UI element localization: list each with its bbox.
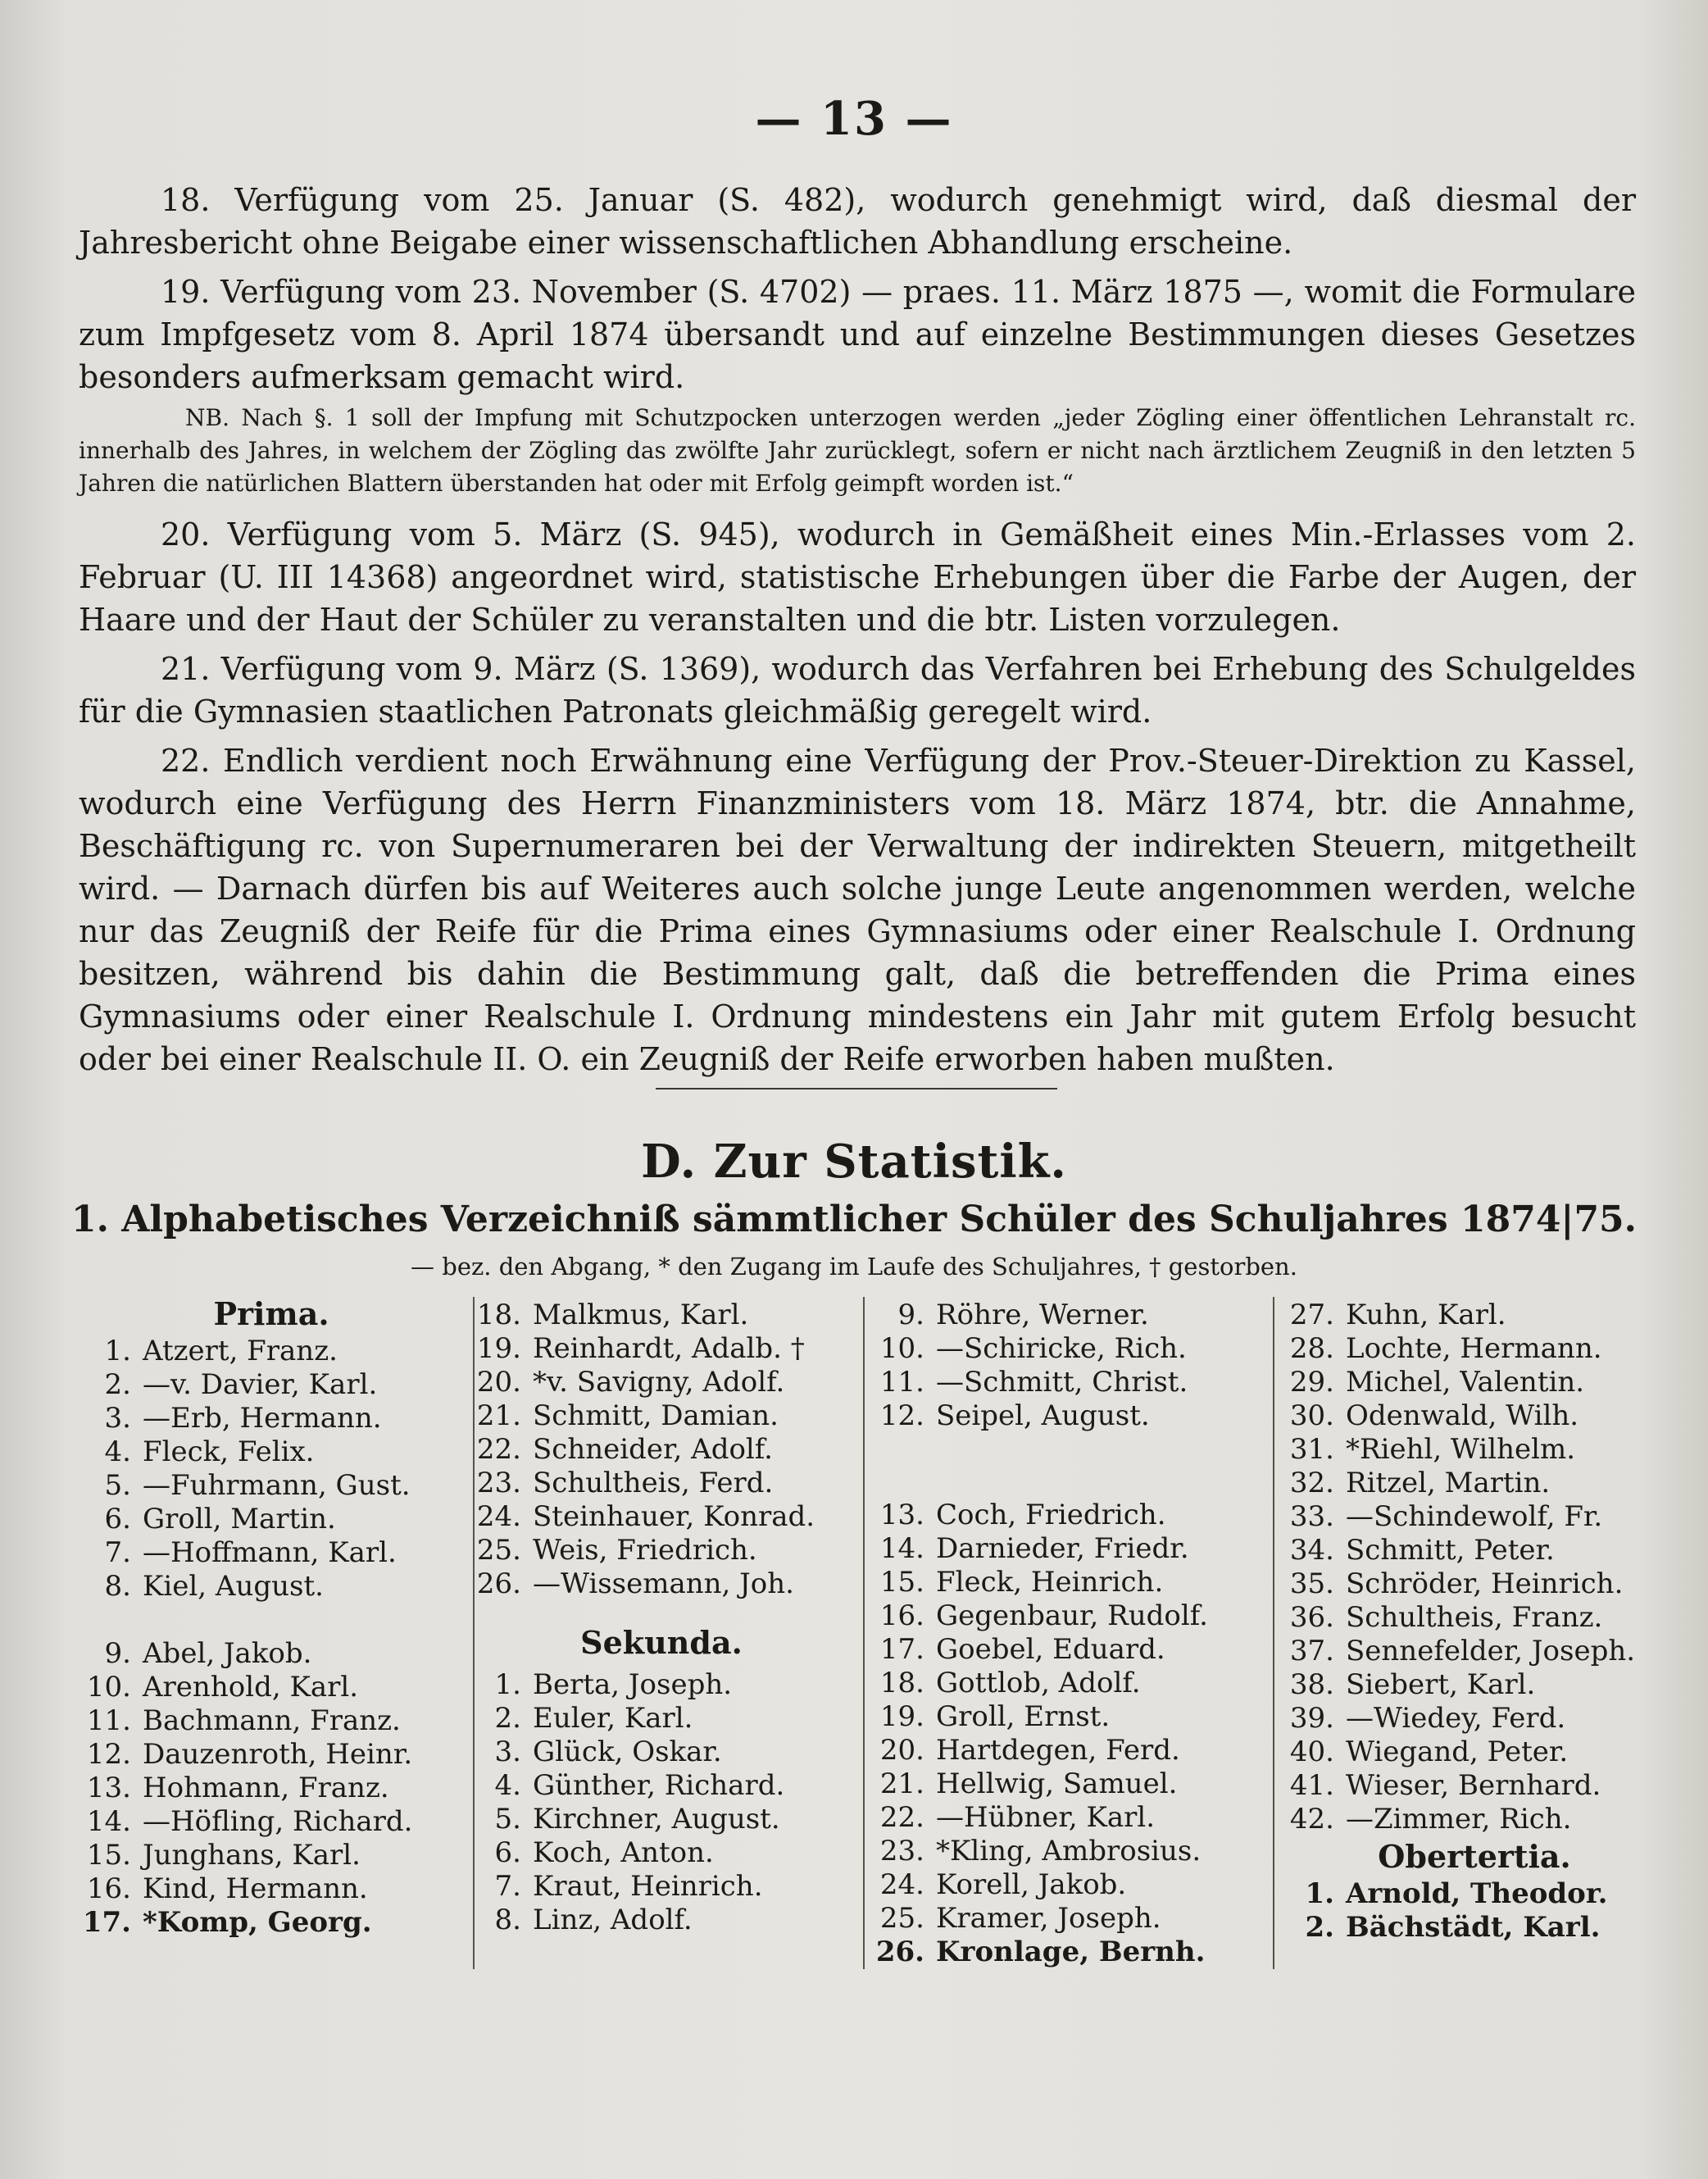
student-row: 2. Euler, Karl. xyxy=(494,1702,693,1735)
student-name: Kraut, Heinrich. xyxy=(533,1870,763,1903)
student-name: Coch, Friedrich. xyxy=(936,1499,1166,1531)
student-row: 15. Junghans, Karl. xyxy=(86,1839,361,1872)
student-row: 27. Kuhn, Karl. xyxy=(1289,1299,1506,1331)
student-row: 13. Coch, Friedrich. xyxy=(879,1499,1166,1531)
student-row: 10. Arenhold, Karl. xyxy=(86,1671,359,1704)
student-name: Korell, Jakob. xyxy=(936,1868,1127,1901)
student-row: 3. —Erb, Hermann. xyxy=(104,1402,382,1435)
section-divider xyxy=(656,1088,1057,1090)
student-row: 23. *Kling, Ambrosius. xyxy=(879,1835,1202,1867)
student-row: 29. Michel, Valentin. xyxy=(1289,1366,1585,1399)
student-row: 42. —Zimmer, Rich. xyxy=(1289,1803,1572,1836)
entry-number: 22. xyxy=(161,743,211,779)
student-name: Günther, Richard. xyxy=(533,1769,785,1802)
student-name: Goebel, Eduard. xyxy=(936,1633,1165,1666)
student-row: 8. Kiel, August. xyxy=(104,1570,324,1603)
student-name: Kramer, Joseph. xyxy=(936,1902,1161,1935)
student-row: 17. Goebel, Eduard. xyxy=(879,1633,1165,1666)
student-name: —Wissemann, Joh. xyxy=(533,1567,794,1600)
student-row: 13. Hohmann, Franz. xyxy=(86,1772,389,1804)
student-name: Schmitt, Peter. xyxy=(1346,1534,1555,1567)
student-name: Arenhold, Karl. xyxy=(143,1671,359,1704)
entry-19 xyxy=(79,271,1636,398)
student-row: 26. —Wissemann, Joh. xyxy=(476,1567,794,1600)
entry-number: 19. xyxy=(161,274,211,310)
student-column-3 xyxy=(872,1299,1265,1969)
student-name: *Kling, Ambrosius. xyxy=(936,1835,1202,1867)
student-name: Odenwald, Wilh. xyxy=(1346,1399,1579,1432)
student-row: 5. —Fuhrmann, Gust. xyxy=(104,1469,411,1502)
student-name: Dauzenroth, Heinr. xyxy=(143,1738,413,1771)
student-name: Bächstädt, Karl. xyxy=(1346,1911,1601,1944)
student-row: 3. Glück, Oskar. xyxy=(494,1735,722,1768)
entry-text: Verfügung vom 9. März (S. 1369), wodurch das Verfahren bei Erhebung des Schulgeldes für die Gymnasien staatlichen Patronats gleichmäßig geregelt wird. xyxy=(79,651,1636,730)
student-row: 28. Lochte, Hermann. xyxy=(1289,1332,1602,1365)
student-name: Glück, Oskar. xyxy=(533,1735,722,1768)
section-title: D. Zur Statistik. xyxy=(641,1135,1067,1189)
student-row: 14. Darnieder, Friedr. xyxy=(879,1532,1189,1565)
student-name: Linz, Adolf. xyxy=(533,1904,693,1936)
student-name: *v. Savigny, Adolf. xyxy=(533,1366,785,1399)
group-gap xyxy=(79,1604,464,1637)
student-name: Koch, Anton. xyxy=(533,1836,714,1869)
column-divider xyxy=(1273,1297,1274,1969)
student-name: Wieser, Bernhard. xyxy=(1346,1769,1601,1802)
student-row: 12. Dauzenroth, Heinr. xyxy=(86,1738,413,1771)
student-name: Junghans, Karl. xyxy=(143,1839,361,1872)
entry-number: 18. xyxy=(161,182,211,218)
class-heading-obertertia: Obertertia. xyxy=(1378,1838,1571,1875)
group-gap xyxy=(469,1601,854,1617)
student-row: 16. Gegenbaur, Rudolf. xyxy=(879,1599,1208,1632)
student-name: Abel, Jakob. xyxy=(143,1637,312,1670)
student-name: Hellwig, Samuel. xyxy=(936,1767,1178,1800)
student-name: Kirchner, August. xyxy=(533,1803,780,1836)
student-name: —Höfling, Richard. xyxy=(143,1805,413,1838)
student-name: Kiel, August. xyxy=(143,1570,324,1603)
entry-number: 21. xyxy=(161,651,211,687)
student-row: 25. Kramer, Joseph. xyxy=(879,1902,1161,1935)
student-name: —Schindewolf, Fr. xyxy=(1346,1500,1603,1533)
student-row: 31. *Riehl, Wilhelm. xyxy=(1289,1433,1576,1466)
student-name: Seipel, August. xyxy=(936,1399,1150,1432)
student-name: Gegenbaur, Rudolf. xyxy=(936,1599,1208,1632)
student-row: 21. Schmitt, Damian. xyxy=(476,1399,779,1432)
student-row: 32. Ritzel, Martin. xyxy=(1289,1467,1551,1499)
student-row: 9. Röhre, Werner. xyxy=(897,1299,1149,1331)
student-name: Schröder, Heinrich. xyxy=(1346,1567,1624,1600)
student-name: Schmitt, Damian. xyxy=(533,1399,779,1432)
student-column-1 xyxy=(79,1294,464,1940)
student-row: 11. Bachmann, Franz. xyxy=(86,1704,401,1737)
student-row: 33. —Schindewolf, Fr. xyxy=(1289,1500,1603,1533)
student-row: 18. Malkmus, Karl. xyxy=(476,1299,749,1331)
student-row: 11. —Schmitt, Christ. xyxy=(879,1366,1188,1399)
student-row: 39. —Wiedey, Ferd. xyxy=(1289,1702,1566,1735)
student-row: 35. Schröder, Heinrich. xyxy=(1289,1567,1624,1600)
student-row: 19. Reinhardt, Adalb. † xyxy=(476,1332,805,1365)
student-name: Fleck, Felix. xyxy=(143,1435,315,1468)
class-heading-prima: Prima. xyxy=(213,1295,329,1332)
entry-text: Endlich verdient noch Erwähnung eine Verfügung der Prov.-Steuer-Direktion zu Kassel, wodurch eine Verfügung des Herrn Finanzministers vom 18. März 1874, btr. die Annahme, Beschäftigung rc. von Supernumeraren bei der Verwaltung der indirekten Steuern, mitgetheilt wird. — Darnach dürfen bis auf Weiteres auch solche junge Leute angenommen werden, welche nur das Zeugniß der Reife für die Prima eines Gymnasiums oder einer Realschule I. Ordnung besitzen, während bis dahin die Bestimmung galt, daß die betreffenden die Prima eines Gymnasiums oder einer Realschule I. Ordnung mindestens ein Jahr mit gutem Erfolg besucht oder bei einer Realschule II. O. ein Zeugniß der Reife erworben haben mußten. xyxy=(79,743,1636,1077)
student-name: *Riehl, Wilhelm. xyxy=(1346,1433,1576,1466)
student-row: 40. Wiegand, Peter. xyxy=(1289,1735,1569,1768)
student-row: 5. Kirchner, August. xyxy=(494,1803,780,1836)
student-row: 37. Sennefelder, Joseph. xyxy=(1289,1635,1636,1667)
student-name: —Erb, Hermann. xyxy=(143,1402,382,1435)
student-row: 38. Siebert, Karl. xyxy=(1289,1668,1536,1701)
entry-text: Verfügung vom 23. November (S. 4702) — praes. 11. März 1875 —, womit die Formulare zum Impfgesetz vom 8. April 1874 übersandt und auf einzelne Bestimmungen dieses Gesetzes besonders aufmerksam gemacht wird. xyxy=(79,274,1636,395)
student-name: —Zimmer, Rich. xyxy=(1346,1803,1572,1836)
student-name: Arnold, Theodor. xyxy=(1346,1877,1608,1910)
student-row: 19. Groll, Ernst. xyxy=(879,1700,1111,1733)
student-row: 25. Weis, Friedrich. xyxy=(476,1534,757,1567)
entry-text: Verfügung vom 5. März (S. 945), wodurch in Gemäßheit eines Min.-Erlasses vom 2. Februar (U. III 14368) angeordnet wird, statistische Erhebungen über die Farbe der Augen, der Haare und der Haut der Schüler zu veranstalten und die btr. Listen vorzulegen. xyxy=(79,516,1636,638)
student-name: Ritzel, Martin. xyxy=(1346,1467,1551,1499)
student-name: Michel, Valentin. xyxy=(1346,1366,1585,1399)
student-name: —Hübner, Karl. xyxy=(936,1801,1156,1834)
student-name: Groll, Ernst. xyxy=(936,1700,1111,1733)
student-name: Schultheis, Ferd. xyxy=(533,1467,774,1499)
entry-20 xyxy=(79,513,1636,641)
student-name: Röhre, Werner. xyxy=(936,1299,1149,1331)
student-column-2 xyxy=(469,1299,854,1937)
student-row: 20. Hartdegen, Ferd. xyxy=(879,1734,1180,1767)
student-row: 1. Arnold, Theodor. xyxy=(1305,1877,1608,1910)
student-row: 8. Linz, Adolf. xyxy=(494,1904,693,1936)
student-name: Malkmus, Karl. xyxy=(533,1299,749,1331)
group-gap xyxy=(872,1433,1265,1499)
student-row: 2. Bächstädt, Karl. xyxy=(1305,1911,1601,1944)
student-name: Kuhn, Karl. xyxy=(1346,1299,1506,1331)
entry-number: NB. xyxy=(185,404,229,431)
student-row: 18. Gottlob, Adolf. xyxy=(879,1667,1141,1699)
student-name: Steinhauer, Konrad. xyxy=(533,1500,815,1533)
student-row: 22. —Hübner, Karl. xyxy=(879,1801,1156,1834)
student-name: Kronlage, Bernh. xyxy=(936,1936,1206,1968)
student-row: 9. Abel, Jakob. xyxy=(104,1637,312,1670)
student-row: 1. Berta, Joseph. xyxy=(494,1668,733,1701)
student-name: Siebert, Karl. xyxy=(1346,1668,1536,1701)
student-name: Wiegand, Peter. xyxy=(1346,1735,1569,1768)
student-name: —Wiedey, Ferd. xyxy=(1346,1702,1566,1735)
student-row: 20. *v. Savigny, Adolf. xyxy=(476,1366,785,1399)
student-name: Gottlob, Adolf. xyxy=(936,1667,1141,1699)
entry-21 xyxy=(79,648,1636,733)
student-row: 6. Koch, Anton. xyxy=(494,1836,714,1869)
student-row: 1. Atzert, Franz. xyxy=(104,1335,338,1367)
student-row: 7. Kraut, Heinrich. xyxy=(494,1870,763,1903)
student-row: 17. *Komp, Georg. xyxy=(82,1906,372,1939)
student-row: 14. —Höfling, Richard. xyxy=(86,1805,413,1838)
student-name: Hohmann, Franz. xyxy=(143,1772,389,1804)
nota-bene-note xyxy=(79,402,1636,500)
student-column-4 xyxy=(1282,1299,1667,1945)
entry-number: 20. xyxy=(161,516,211,553)
student-row: 24. Korell, Jakob. xyxy=(879,1868,1127,1901)
class-heading-sekunda: Sekunda. xyxy=(580,1624,743,1661)
student-name: —Fuhrmann, Gust. xyxy=(143,1469,411,1502)
student-name: Bachmann, Franz. xyxy=(143,1704,401,1737)
student-row: 6. Groll, Martin. xyxy=(104,1503,336,1535)
student-name: Euler, Karl. xyxy=(533,1702,693,1735)
student-name: Schneider, Adolf. xyxy=(533,1433,773,1466)
student-name: Atzert, Franz. xyxy=(143,1335,338,1367)
student-row: 10. —Schiricke, Rich. xyxy=(879,1332,1187,1365)
student-row: 12. Seipel, August. xyxy=(879,1399,1150,1432)
student-name: Kind, Hermann. xyxy=(143,1872,368,1905)
column-divider xyxy=(863,1297,865,1969)
student-name: Fleck, Heinrich. xyxy=(936,1566,1164,1599)
student-name: Reinhardt, Adalb. † xyxy=(533,1332,805,1365)
student-name: Hartdegen, Ferd. xyxy=(936,1734,1180,1767)
student-name: —Hoffmann, Karl. xyxy=(143,1536,397,1569)
student-row: 34. Schmitt, Peter. xyxy=(1289,1534,1555,1567)
student-name: Berta, Joseph. xyxy=(533,1668,733,1701)
student-name: —Schiricke, Rich. xyxy=(936,1332,1187,1365)
entry-18 xyxy=(79,179,1636,264)
student-name: Sennefelder, Joseph. xyxy=(1346,1635,1636,1667)
student-row: 2. —v. Davier, Karl. xyxy=(104,1368,378,1401)
student-row: 7. —Hoffmann, Karl. xyxy=(104,1536,397,1569)
student-row: 36. Schultheis, Franz. xyxy=(1289,1601,1603,1634)
student-row: 22. Schneider, Adolf. xyxy=(476,1433,773,1466)
entry-text: Verfügung vom 25. Januar (S. 482), wodurch genehmigt wird, daß diesmal der Jahresbericht ohne Beigabe einer wissenschaftlichen Abhandlung erscheine. xyxy=(79,182,1636,261)
student-row: 16. Kind, Hermann. xyxy=(86,1872,368,1905)
student-name: Groll, Martin. xyxy=(143,1503,336,1535)
student-name: Schultheis, Franz. xyxy=(1346,1601,1603,1634)
student-name: Darnieder, Friedr. xyxy=(936,1532,1189,1565)
student-row: 30. Odenwald, Wilh. xyxy=(1289,1399,1579,1432)
student-row: 23. Schultheis, Ferd. xyxy=(476,1467,774,1499)
student-name: Weis, Friedrich. xyxy=(533,1534,757,1567)
legend-note: — bez. den Abgang, * den Zugang im Laufe des Schuljahres, † gestorben. xyxy=(411,1253,1297,1281)
subsection-title: 1. Alphabetisches Verzeichniß sämmtlicher Schüler des Schuljahres 1874|75. xyxy=(70,1199,1637,1240)
student-row: 21. Hellwig, Samuel. xyxy=(879,1767,1178,1800)
entry-text: Nach §. 1 soll der Impfung mit Schutzpocken unterzogen werden „jeder Zögling einer öffentlichen Lehranstalt rc. innerhalb des Jahres, in welchem der Zögling das zwölfte Jahr zurücklegt, sofern er nicht nach ärztlichem Zeugniß in den letzten 5 Jahren die natürlichen Blattern überstanden hat oder mit Erfolg geimpft worden ist.“ xyxy=(79,404,1636,497)
entry-22 xyxy=(79,739,1636,1080)
student-name: Lochte, Hermann. xyxy=(1346,1332,1602,1365)
page-number: — 13 — xyxy=(755,92,953,146)
student-name: *Komp, Georg. xyxy=(143,1906,372,1939)
student-row: 4. Günther, Richard. xyxy=(494,1769,785,1802)
student-name: —Schmitt, Christ. xyxy=(936,1366,1188,1399)
student-row: 26. Kronlage, Bernh. xyxy=(875,1936,1206,1968)
student-row: 24. Steinhauer, Konrad. xyxy=(476,1500,815,1533)
student-row: 41. Wieser, Bernhard. xyxy=(1289,1769,1601,1802)
student-row: 15. Fleck, Heinrich. xyxy=(879,1566,1164,1599)
student-name: —v. Davier, Karl. xyxy=(143,1368,378,1401)
student-row: 4. Fleck, Felix. xyxy=(104,1435,315,1468)
